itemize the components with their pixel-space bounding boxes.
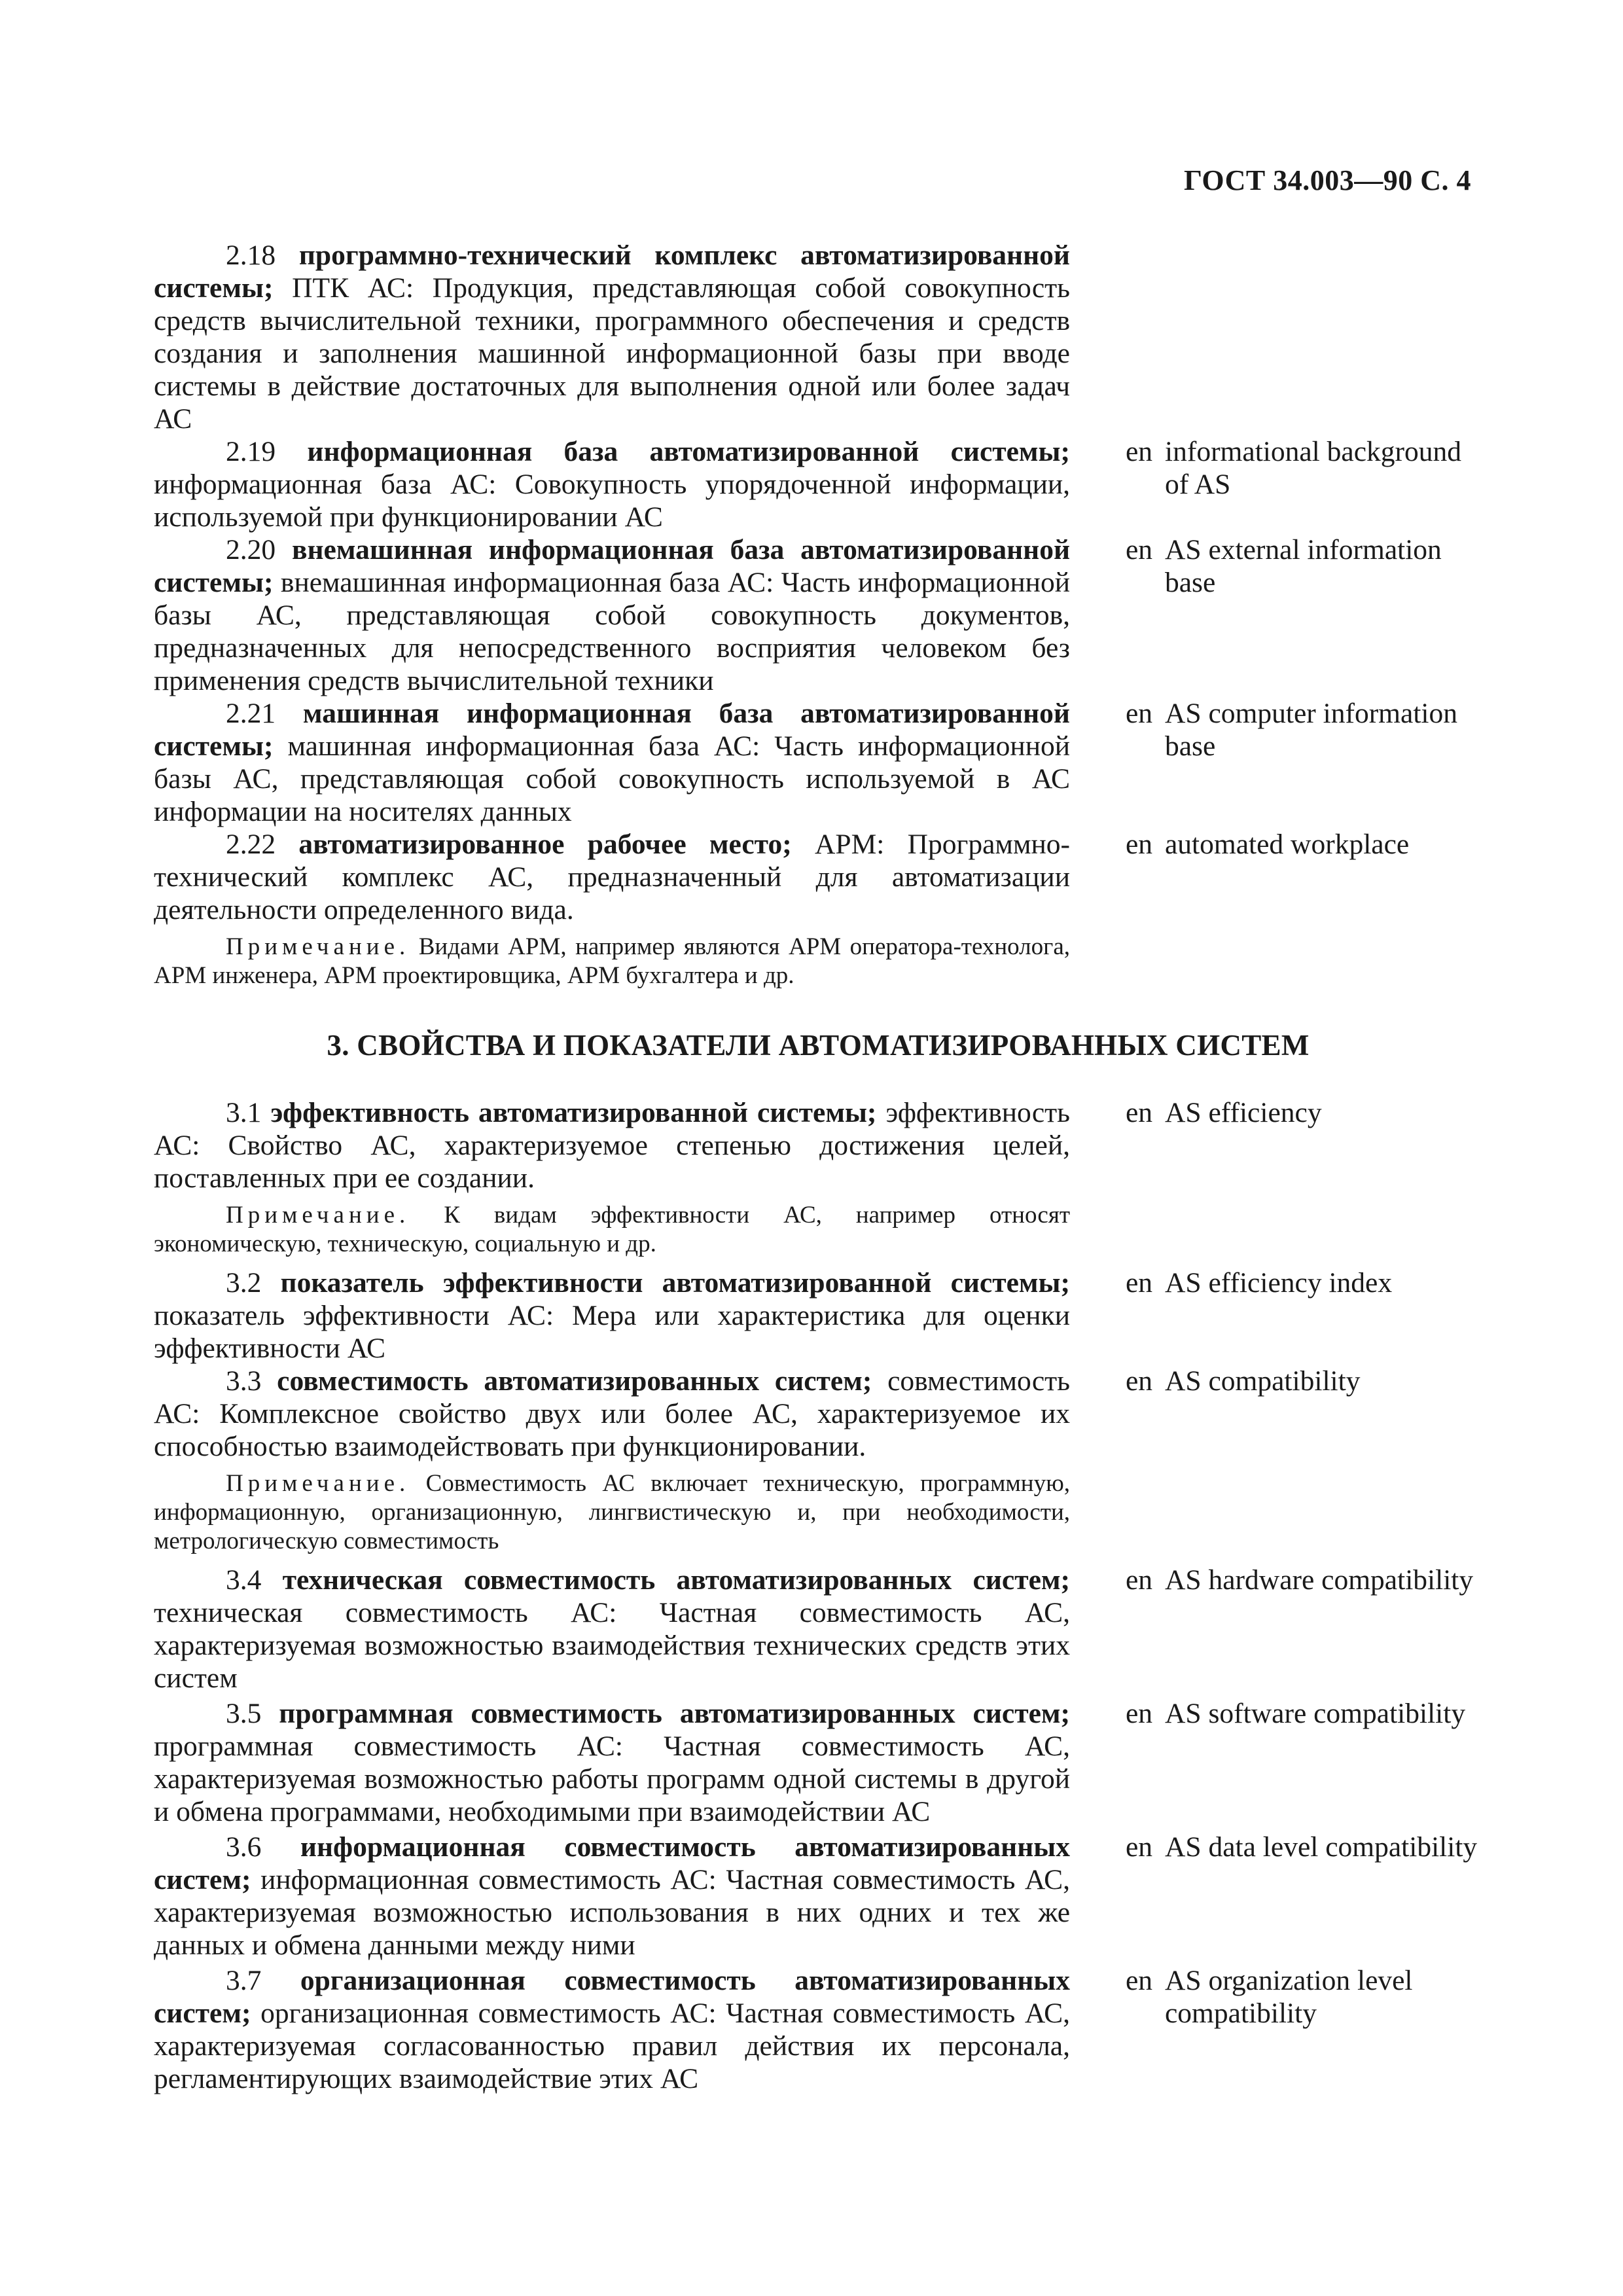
note-text: К видам эффективности АС, например относят экономическую, техническую, социальную и др. [154, 1202, 1071, 1257]
english-term: AS external information base [1165, 534, 1442, 598]
entry-text [154, 435, 1070, 533]
entry-number: 3.2 [226, 1267, 262, 1299]
term-entry [154, 239, 1482, 435]
language-code: en [1126, 1365, 1153, 1397]
entry-text [154, 1697, 1070, 1828]
language-code: en [1126, 1267, 1153, 1299]
entry-definition: техническая совместимость АС: Частная совместимость АС, характеризуемая возможностью взаимодействия технических средств этих систем [154, 1597, 1070, 1694]
entry-number: 3.1 [226, 1097, 262, 1128]
note-label: Примечание. [226, 1202, 410, 1229]
entry-text [154, 1365, 1070, 1463]
english-equivalent [1126, 828, 1482, 861]
language-code: en [1126, 534, 1153, 565]
entry-term: машинная информационная база автоматизированной системы; [154, 698, 1070, 762]
language-code: en [1126, 436, 1153, 467]
entry-number: 3.4 [226, 1564, 262, 1596]
english-term: AS efficiency [1165, 1097, 1322, 1128]
entry-number: 3.3 [226, 1365, 262, 1397]
entry-definition: показатель эффективности АС: Мера или характеристика для оценки эффективности АС [154, 1300, 1070, 1364]
english-term: AS data level compatibility [1165, 1831, 1478, 1863]
entry-term: автоматизированное рабочее место; [298, 829, 792, 860]
entry-text [154, 533, 1070, 697]
term-entry [154, 435, 1482, 533]
entry-number: 2.19 [226, 436, 276, 467]
english-equivalent [1126, 1697, 1482, 1730]
language-code: en [1126, 1965, 1153, 1996]
entry-definition: информационная совместимость АС: Частная совместимость АС, характеризуемая возможностью использования в них одних и тех же данных и обмена данными между ними [154, 1864, 1070, 1961]
entry-definition: информационная база АС: Совокупность упорядоченной информации, используемой при функционировании АС [154, 469, 1070, 533]
english-equivalent [1126, 1564, 1482, 1596]
entry-number: 2.20 [226, 534, 276, 565]
term-entry [154, 1564, 1482, 1695]
language-code: en [1126, 1564, 1153, 1596]
term-entry [154, 1697, 1482, 1828]
english-equivalent [1126, 1365, 1482, 1397]
entry-text [154, 1564, 1070, 1695]
entry-definition: организационная совместимость АС: Частная совместимость АС, характеризуемая согласованностью правил действия их персонала, регламентирующих взаимодействие этих АС [154, 1998, 1071, 2094]
entry-text [154, 1096, 1070, 1194]
entry-text [154, 1964, 1070, 2095]
term-entry [154, 1964, 1482, 2095]
english-equivalent [1126, 1964, 1482, 2030]
entry-term: эффективность автоматизированной системы; [270, 1097, 877, 1128]
english-equivalent [1126, 697, 1482, 762]
term-entry [154, 1266, 1482, 1365]
entry-text [154, 239, 1070, 435]
english-equivalent [1126, 1266, 1482, 1299]
entry-term: информационная база автоматизированной системы; [307, 436, 1071, 467]
term-entry [154, 828, 1482, 926]
entry-definition: эффективность АС: Свойство АС, характеризуемое степенью достижения целей, поставленных при ее создании. [154, 1097, 1070, 1194]
english-term: automated workplace [1165, 829, 1410, 860]
entry-definition: АРМ: Программно-технический комплекс АС, предназначенный для автоматизации деятельности определенного вида. [154, 829, 1071, 925]
entry-definition: совместимость АС: Комплексное свойство двух или более АС, характеризуемое их способностью взаимодействовать при функционировании. [154, 1365, 1071, 1462]
note-text: Совместимость АС включает техническую, программную, информационную, организационную, лингвистическую и, при необходимости, метрологическую совместимость [154, 1470, 1070, 1554]
english-term: AS hardware compatibility [1165, 1564, 1474, 1596]
document-body [154, 239, 1482, 2095]
english-term: AS compatibility [1165, 1365, 1361, 1397]
note [154, 1469, 1070, 1556]
term-entry [154, 1096, 1482, 1194]
english-equivalent [1126, 435, 1482, 501]
language-code: en [1126, 1831, 1153, 1863]
note-label: Примечание. [226, 933, 410, 960]
entry-text [154, 1266, 1070, 1365]
note [154, 1201, 1070, 1259]
term-entry [154, 1831, 1482, 1962]
note [154, 933, 1070, 990]
english-term: AS computer information base [1165, 698, 1458, 762]
entry-definition: внемашинная информационная база АС: Часть информационной базы АС, представляющая собой совокупность документов, предназначенных для непосредственного восприятия человеком без применения средств вычислительной техники [154, 567, 1070, 696]
language-code: en [1126, 1097, 1153, 1128]
note-text: Видами АРМ, например являются АРМ оператора-технолога, АРМ инженера, АРМ проектировщика, АРМ бухгалтера и др. [154, 933, 1070, 989]
entry-definition: программная совместимость АС: Частная совместимость АС, характеризуемая возможностью работы программ одной системы в другой и обмена программами, необходимыми при взаимодействии АС [154, 1731, 1070, 1827]
entry-number: 3.6 [226, 1831, 262, 1863]
section-title: 3. СВОЙСТВА И ПОКАЗАТЕЛИ АВТОМАТИЗИРОВАННЫХ СИСТЕМ [327, 1029, 1310, 1062]
page-header: ГОСТ 34.003—90 С. 4 [1183, 164, 1471, 196]
entry-text [154, 828, 1070, 926]
entry-term: информационная совместимость автоматизированных систем; [154, 1831, 1070, 1895]
note-label: Примечание. [226, 1470, 410, 1497]
entry-definition: ПТК АС: Продукция, представляющая собой совокупность средств вычислительной техники, программного обеспечения и средств создания и заполнения машинной информационной базы при вводе системы в действие достаточных для выполнения одной или более задач АС [154, 272, 1071, 435]
language-code: en [1126, 698, 1153, 729]
entry-number: 2.22 [226, 829, 276, 860]
term-entry [154, 533, 1482, 697]
entry-number: 2.21 [226, 698, 276, 729]
language-code: en [1126, 829, 1153, 860]
english-equivalent [1126, 1096, 1482, 1129]
english-equivalent [1126, 1831, 1482, 1863]
language-code: en [1126, 1698, 1153, 1729]
entry-number: 3.7 [226, 1965, 262, 1996]
entry-term: внемашинная информационная база автоматизированной системы; [154, 534, 1071, 598]
entry-term: совместимость автоматизированных систем; [277, 1365, 872, 1397]
entry-term: показатель эффективности автоматизированной системы; [280, 1267, 1070, 1299]
entry-number: 3.5 [226, 1698, 262, 1729]
entry-definition: машинная информационная база АС: Часть информационной базы АС, представляющая собой совокупность используемой в АС информации на носителях данных [154, 730, 1071, 827]
entry-term: организационная совместимость автоматизированных систем; [154, 1965, 1070, 2029]
english-term: AS efficiency index [1165, 1267, 1393, 1299]
term-entry [154, 1365, 1482, 1463]
entry-term: программно-технический комплекс автоматизированной системы; [154, 240, 1070, 304]
entry-term: программная совместимость автоматизированных систем; [279, 1698, 1070, 1729]
english-term: informational background of AS [1165, 436, 1461, 500]
english-term: AS software compatibility [1165, 1698, 1466, 1729]
entry-text [154, 1831, 1070, 1962]
term-entry [154, 697, 1482, 828]
entry-term: техническая совместимость автоматизированных систем; [282, 1564, 1070, 1596]
english-equivalent [1126, 533, 1482, 599]
entry-number: 2.18 [226, 240, 276, 271]
entry-text [154, 697, 1070, 828]
english-term: AS organization level compatibility [1165, 1965, 1413, 2029]
